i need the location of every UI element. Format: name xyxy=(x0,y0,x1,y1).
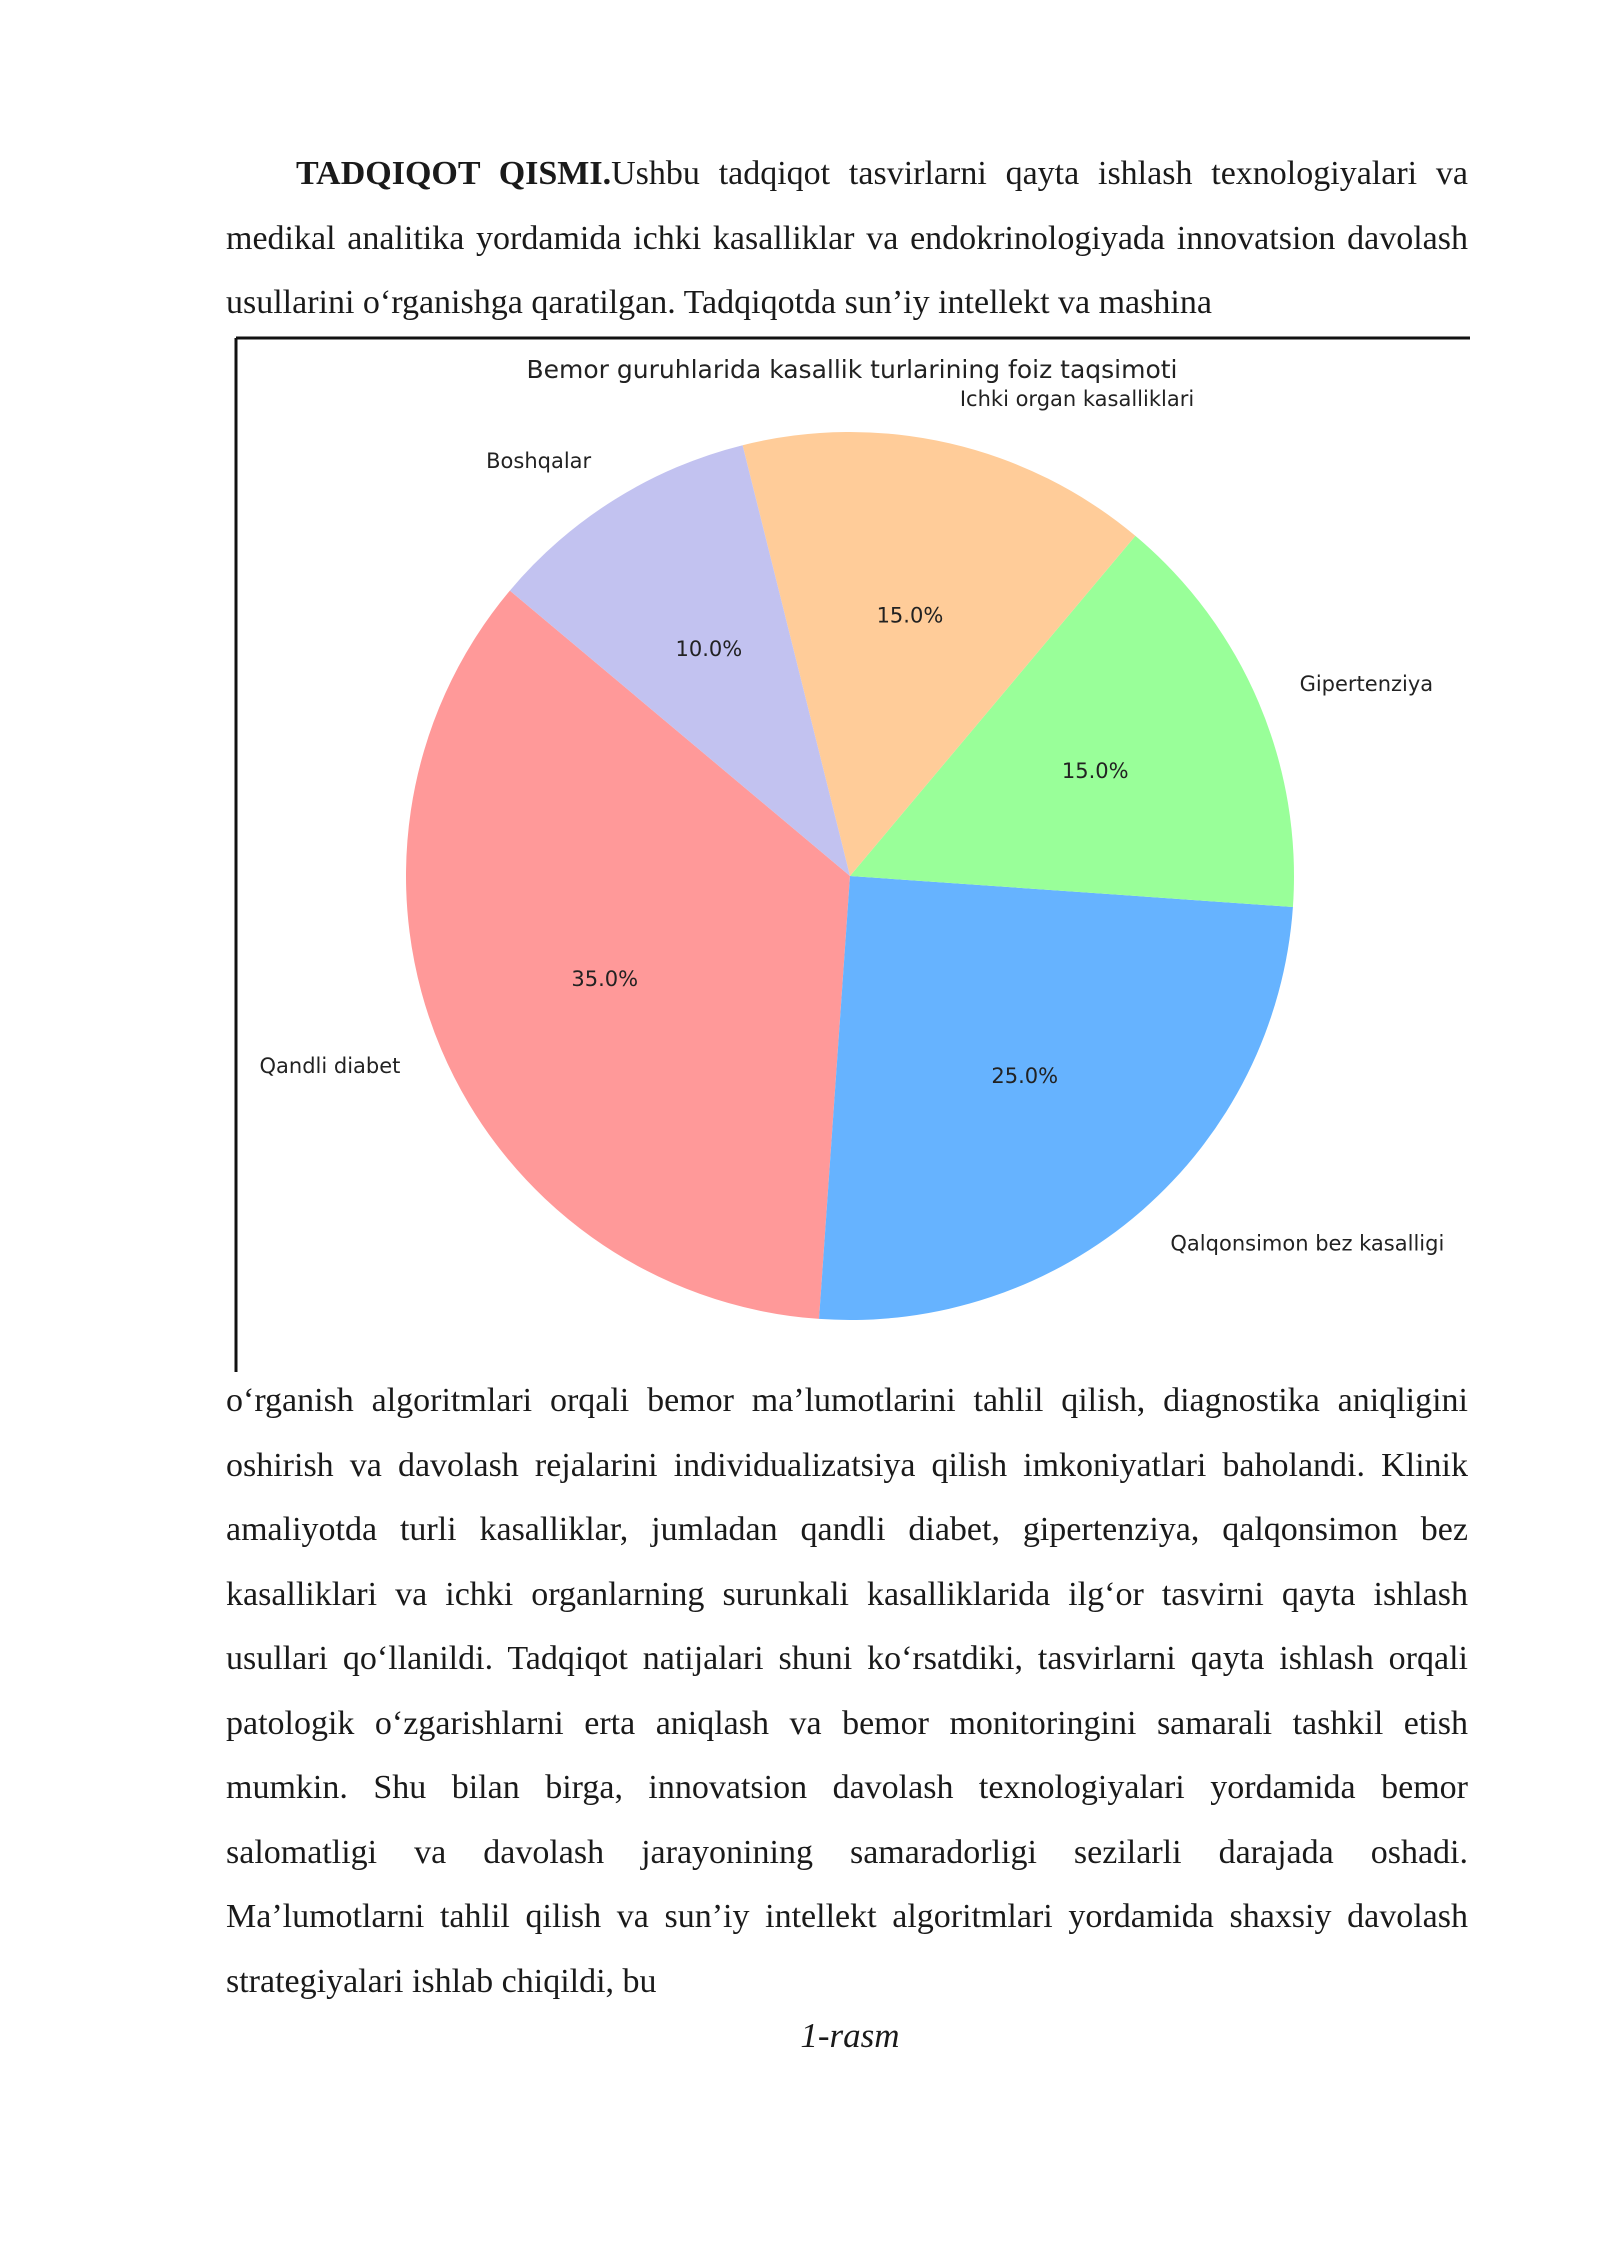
pie-chart xyxy=(234,336,1470,1376)
figure-caption: 1-rasm xyxy=(800,2016,900,2055)
pie-percent-label: 25.0% xyxy=(991,1064,1059,1089)
pie-category-label: Gipertenziya xyxy=(1299,672,1434,697)
paragraph-body: o‘rganish algoritmlari orqali bemor ma’lumotlarini tahlil qilish, diagnostika aniqligini oshirish va davolash rejalarini individualizatsiya qilish imkoniyatlari baholandi. Klinik amaliyotda turli kasalliklar, jumladan qandli diabet, gipertenziya, qalqonsimon bez kasalliklari va ichki organlarning surunkali kasalliklarida ilg‘or tasvirni qayta ishlash usullari qo‘llanildi. Tadqiqot natijalari shuni ko‘rsatdiki, tasvirlarni qayta ishlash orqali patologik o‘zgarishlarni erta aniqlash va bemor monitoringini samarali tashkil etish mumkin. Shu bilan birga, innovatsion davolash texnologiyalari yordamida bemor salomatligi va davolash jarayonining samaradorligi sezilarli darajada oshadi. Ma’lumotlarni tahlil qilish va sun’iy intellekt algoritmlari yordamida shaxsiy davolash strategiyalari ishlab chiqildi, bu xyxy=(226,1382,1468,2000)
pie-category-label: Qalqonsimon bez kasalligi xyxy=(1170,1231,1445,1256)
pie-percent-label: 15.0% xyxy=(876,603,944,628)
pie-category-label: Ichki organ kasalliklari xyxy=(959,387,1195,412)
pie-slices xyxy=(406,432,1294,1320)
paragraph-intro xyxy=(226,142,1468,336)
pie-percent-label: 35.0% xyxy=(571,967,639,992)
pie-category-label: Qandli diabet xyxy=(259,1053,401,1078)
pie-category-label: Boshqalar xyxy=(486,448,592,473)
pie-percent-label: 10.0% xyxy=(675,637,743,662)
section-heading: TADQIQOT QISMI. xyxy=(296,155,612,192)
pie-chart-figure xyxy=(234,336,1470,1376)
pie-percent-label: 15.0% xyxy=(1061,758,1129,783)
chart-title: Bemor guruhlarida kasallik turlarining foiz taqsimoti xyxy=(526,355,1178,384)
paragraph-intro-text: Ushbu tadqiqot tasvirlarni qayta ishlash texnologiyalari va medikal analitika yordamida ichki kasalliklar va endokrinologiyada innovatsion davolash usullarini o‘rganishga qaratilgan. Tadqiqotda sun’iy intellekt va mashina xyxy=(226,155,1468,321)
